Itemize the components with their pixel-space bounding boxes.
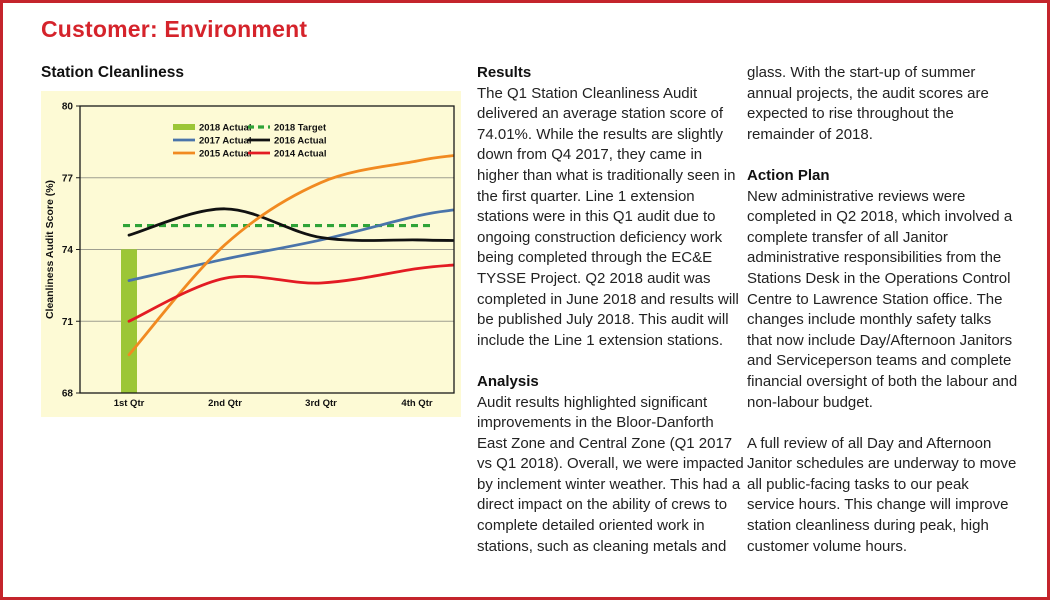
results-body: The Q1 Station Cleanliness Audit delivered an average station score of 74.01%. While the results are slightly down from Q4 2017, they came in higher than what is traditionally seen in the first quarter. Line 1 extension stations were in this Q1 audit due to ongoing construction deficiency work being completed through the EC&E TYSSE Project. Q2 2018 audit was completed in June 2018 and results will be published July 2018. This audit will include the Line 1 extension stations. xyxy=(477,84,739,349)
analysis-heading: Analysis xyxy=(477,372,539,390)
action-plan-column xyxy=(747,63,1019,578)
action-plan-body2: A full review of all Day and Afternoon Janitor schedules are underway to move all public-facing tasks to our peak service hours. This change will improve station cleanliness during peak, high customer volume hours. xyxy=(747,434,1017,555)
legend-entry-2018-actual-swatch xyxy=(173,124,195,130)
legend-entry-2017-actual-label: 2017 Actual xyxy=(199,135,252,147)
y-tick-80: 80 xyxy=(61,101,73,113)
legend-entry-2018-actual-label: 2018 Actual xyxy=(199,122,252,134)
x-tick-2nd-qtr: 2nd Qtr xyxy=(208,398,242,409)
chart-heading: Station Cleanliness xyxy=(41,64,184,81)
legend-entry-2015-actual-label: 2015 Actual xyxy=(199,148,252,160)
y-axis-title: Cleanliness Audit Score (%) xyxy=(44,179,56,320)
station-cleanliness-chart xyxy=(41,91,461,417)
page-title: Customer: Environment xyxy=(41,16,308,42)
y-tick-77: 77 xyxy=(61,173,73,185)
action-plan-heading: Action Plan xyxy=(747,166,830,184)
analysis-body-part2: glass. With the start-up of summer annual projects, the audit scores are expected to rise throughout the remainder of 2018. xyxy=(747,64,989,143)
legend-entry-2016-actual-label: 2016 Actual xyxy=(274,135,327,147)
y-tick-74: 74 xyxy=(61,245,73,256)
y-tick-68: 68 xyxy=(61,388,73,400)
results-heading: Results xyxy=(477,64,532,81)
station-cleanliness-chart-svg xyxy=(41,91,461,417)
x-tick-1st-qtr: 1st Qtr xyxy=(113,398,145,409)
action-plan-body1: New administrative reviews were completed in Q2 2018, which involved a complete transfer of all Janitor administrative responsibilities from the Stations Desk in the Operations Control Centre to Lawrence Station office. The changes include monthly safety talks that now include Day/Afternoon Janitors and Serviceperson teams and complete financial oversight of both the labour and non-labour budget. xyxy=(747,187,1018,411)
series-2015-actual-line xyxy=(129,156,453,355)
results-analysis-column xyxy=(477,63,745,578)
legend-entry-2018-target-label: 2018 Target xyxy=(274,122,327,134)
analysis-body-part1: Audit results highlighted significant improvements in the Bloor-Danforth East Zone and Central Zone (Q1 2017 vs Q1 2018). Overall, we were impacted by inclement winter weather. This had a direct impact on the ability of crews to complete detailed oriented work in stations, such as cleaning metals and xyxy=(477,393,744,555)
x-tick-4th-qtr: 4th Qtr xyxy=(401,398,433,409)
series-2014-actual-line xyxy=(129,265,453,321)
y-tick-71: 71 xyxy=(61,316,73,328)
legend-entry-2014-actual-label: 2014 Actual xyxy=(274,148,327,160)
x-tick-3rd-qtr: 3rd Qtr xyxy=(305,398,337,409)
